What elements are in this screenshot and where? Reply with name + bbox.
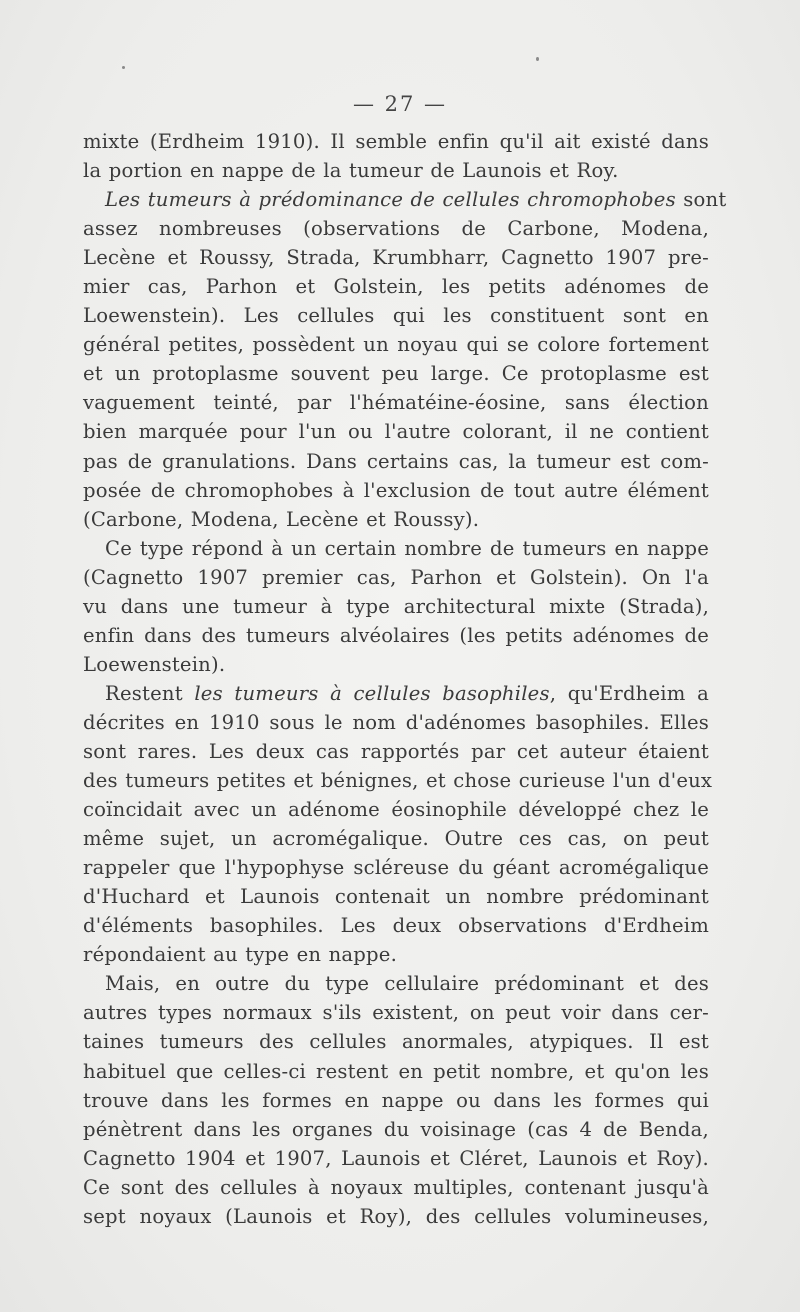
text-segment: trouve dans les formes en nappe ou dans les formes qui [83,1088,709,1112]
text-line [83,156,709,185]
text-line [83,185,727,214]
text-segment: répondaient au type en nappe. [83,943,398,967]
text-segment: même sujet, un acromégalique. Outre ces cas, on peut [83,827,709,851]
text-segment: Cagnetto 1904 et 1907, Launois et Cléret, Launois et Roy). [83,1146,709,1170]
text-segment: Loewenstein). Les cellules qui les constituent sont en [83,304,709,328]
italic-phrase: les tumeurs à cellules basophiles [194,681,550,705]
text-segment: (Carbone, Modena, Lecène et Roussy). [83,507,480,531]
text-segment: (Cagnetto 1907 premier cas, Parhon et Golstein). On l'a [83,565,709,589]
text-line [83,766,713,795]
scan-speck [122,66,125,69]
text-line [83,388,709,417]
text-line [83,534,709,563]
text-segment: vaguement teinté, par l'hématéine-éosine, sans élection [83,391,709,415]
text-segment: enfin dans des tumeurs alvéolaires (les petits adénomes de [83,623,709,647]
text-line [83,1027,709,1056]
italic-phrase: Les tumeurs à prédominance de cellules chromophobes [105,188,676,212]
text-segment: des tumeurs petites et bénignes, et chose curieuse l'un d'eux [83,769,713,793]
scan-speck [536,57,539,61]
text-segment: posée de chromophobes à l'exclusion de tout autre élément [83,478,709,502]
text-line [83,679,709,708]
text-segment: bien marquée pour l'un ou l'autre colorant, il ne contient [83,420,709,444]
body-text [83,127,727,1231]
text-line [83,621,709,650]
text-segment: sept noyaux (Launois et Roy), des cellules volumineuses, [83,1204,709,1228]
text-line [83,650,709,679]
text-line [83,272,709,301]
text-segment: autres types normaux s'ils existent, on peut voir dans cer- [83,1001,709,1025]
page-number: — 27 — [352,92,448,116]
text-line [83,940,709,969]
text-line [83,1173,709,1202]
text-line [83,969,709,998]
text-segment: taines tumeurs des cellules anormales, atypiques. Il est [83,1030,709,1054]
text-line [83,505,709,534]
text-line [83,1115,709,1144]
text-segment: Mais, en outre du type cellulaire prédominant et des [105,972,709,996]
text-line [83,359,709,388]
text-line [83,447,709,476]
text-segment: décrites en 1910 sous le nom d'adénomes basophiles. Elles [83,710,709,734]
text-line [83,330,709,359]
text-segment: Loewenstein). [83,652,226,676]
text-segment: sont [675,188,727,212]
text-segment: rappeler que l'hypophyse scléreuse du géant acromégalique [83,856,709,880]
text-line [83,911,709,940]
text-segment: Ce sont des cellules à noyaux multiples, contenant jusqu'à [83,1175,709,1199]
text-line [83,1144,709,1173]
text-segment: la portion en nappe de la tumeur de Launois et Roy. [83,159,619,183]
text-segment: mixte (Erdheim 1910). Il semble enfin qu'il ait existé dans [83,130,709,153]
text-line [83,592,709,621]
text-line [83,243,709,272]
text-segment: Lecène et Roussy, Strada, Krumbharr, Cagnetto 1907 pre- [83,246,709,270]
text-line [83,1057,709,1086]
text-line [83,563,709,592]
text-line [83,127,709,156]
text-line [83,1202,709,1231]
text-segment: Restent [105,681,195,705]
text-line [83,737,709,766]
text-segment: pénètrent dans les organes du voisinage (cas 4 de Benda, [83,1117,709,1141]
text-line [83,795,709,824]
text-line [83,824,709,853]
text-line [83,214,709,243]
text-segment: coïncidait avec un adénome éosinophile développé chez le [83,798,709,822]
text-segment: , qu'Erdheim a [549,681,709,705]
text-line [83,882,709,911]
text-line [83,417,709,446]
text-segment: Ce type répond à un certain nombre de tumeurs en nappe [105,536,709,560]
text-line [83,301,709,330]
text-segment: mier cas, Parhon et Golstein, les petits adénomes de [83,275,709,299]
text-segment: assez nombreuses (observations de Carbone, Modena, [83,217,709,241]
text-segment: habituel que celles-ci restent en petit nombre, et qu'on les [83,1059,709,1083]
text-segment: général petites, possèdent un noyau qui se colore fortement [83,333,709,357]
text-segment: pas de granulations. Dans certains cas, la tumeur est com- [83,449,709,473]
text-line [83,476,709,505]
text-line [83,1086,709,1115]
text-segment: d'éléments basophiles. Les deux observations d'Erdheim [83,914,709,938]
text-segment: et un protoplasme souvent peu large. Ce protoplasme est [83,362,709,386]
text-line [83,853,709,882]
text-segment: sont rares. Les deux cas rapportés par cet auteur étaient [83,739,709,763]
text-line [83,998,709,1027]
text-segment: vu dans une tumeur à type architectural mixte (Strada), [83,594,709,618]
text-segment: d'Huchard et Launois contenait un nombre prédominant [83,885,709,909]
text-line [83,708,709,737]
